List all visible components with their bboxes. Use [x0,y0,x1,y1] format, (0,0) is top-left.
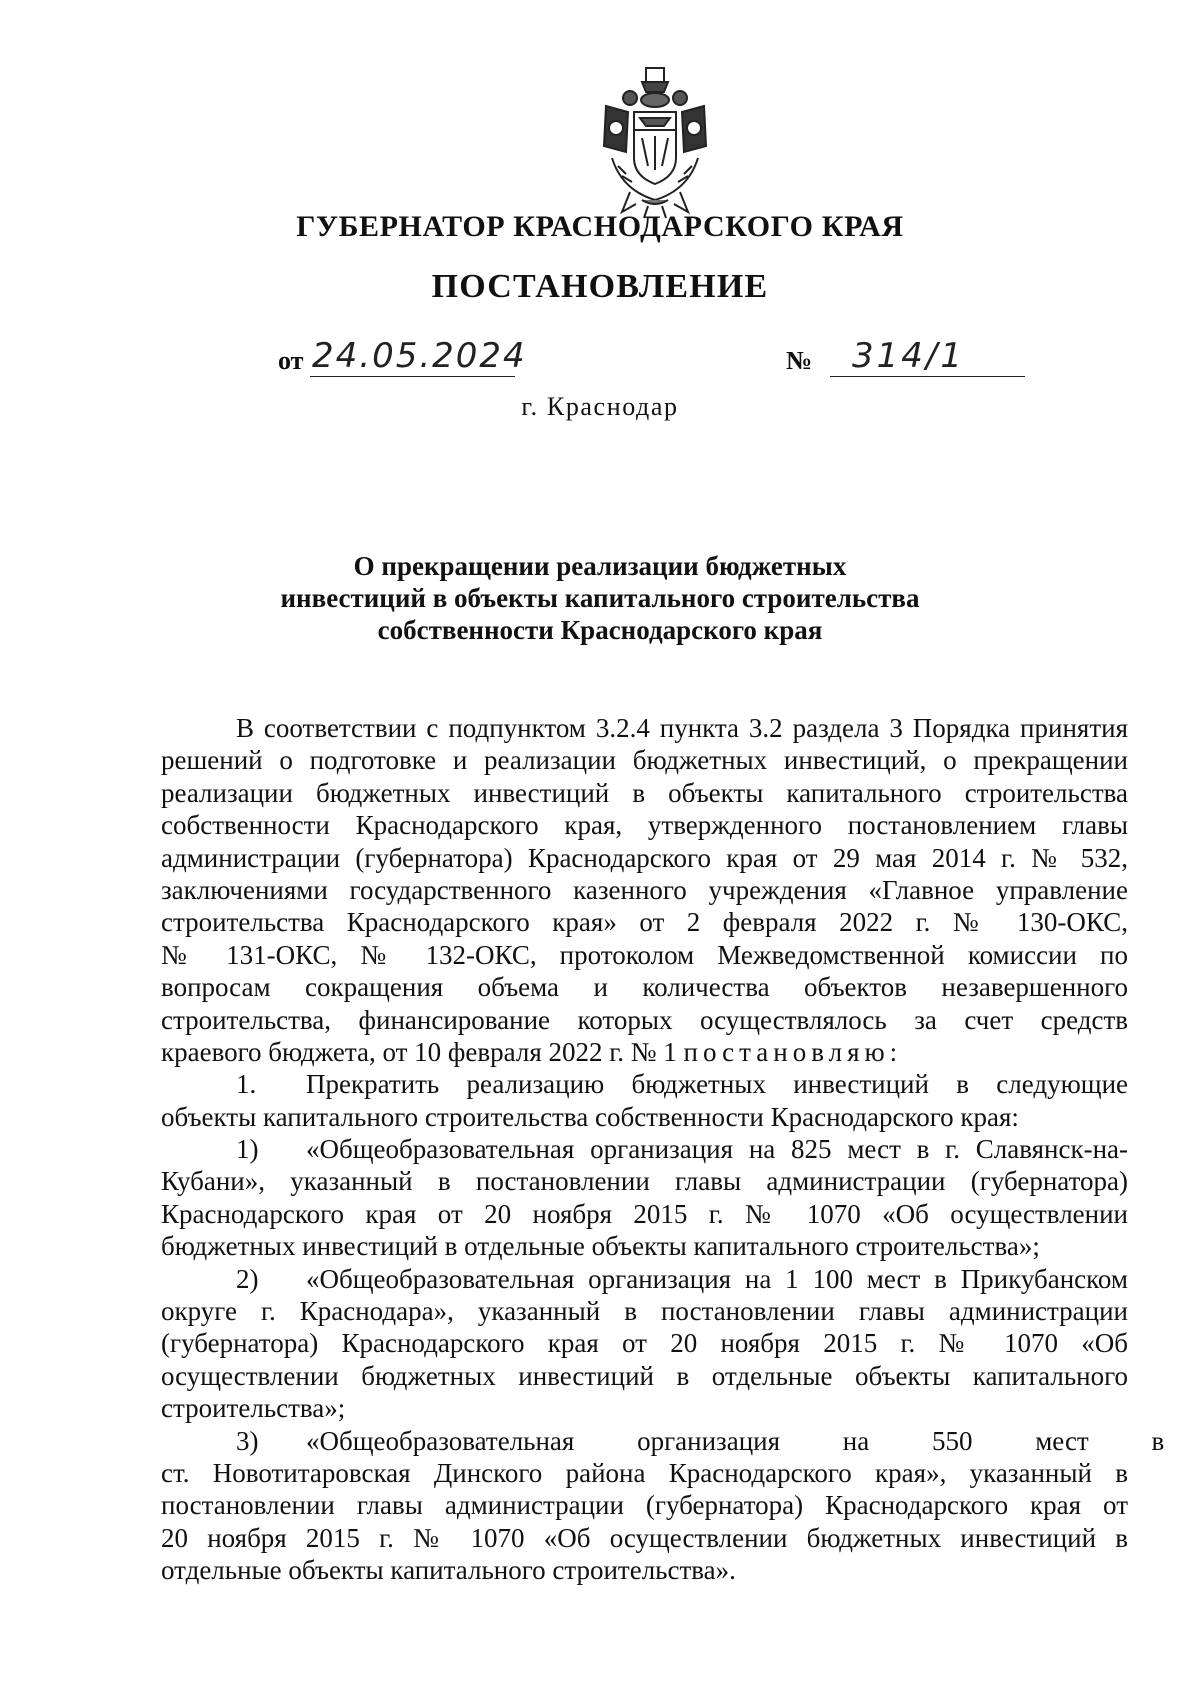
item-number: 3) [236,1425,259,1456]
point-1-line [161,1068,1128,1100]
title-line: О прекращении реализации бюджетных [353,551,847,581]
body-line: объекты капитального строительства собственности Краснодарского края: [161,1101,1019,1132]
title-line: инвестиций в объекты капитального строительства [280,583,920,613]
body-line: округе г. Краснодара», указанный в постановлении главы администрации [161,1296,1128,1327]
item-number: 2) [236,1263,259,1294]
date-value: 24.05.2024 [312,336,527,376]
body-line: реализации бюджетных инвестиций в объекты капитального строительства [161,777,1128,808]
coat-of-arms-icon [592,62,718,220]
body-line: (губернатора) Краснодарского края от 20 ноября 2015 г. № 1070 «Об [161,1328,1128,1359]
document-title [0,550,1200,646]
body-line: строительства, финансирование которых осуществлялось за счет средств [161,1004,1128,1035]
body-line: 20 ноября 2015 г. № 1070 «Об осуществлении бюджетных инвестиций в [161,1522,1128,1553]
body-line: ст. Новотитаровская Динского района Краснодарского края», указанный в [161,1457,1128,1488]
item-1-first-line [161,1133,1128,1165]
body-line: Краснодарского края от 20 ноября 2015 г. № 1070 «Об осуществлении [161,1198,1128,1229]
item-text: «Общеобразовательная организация на 550 мест в [306,1425,1165,1456]
body-line: осуществлении бюджетных инвестиций в отдельные объекты капитального [161,1360,1128,1391]
item-text: «Общеобразовательная организация на 1 100 мест в Прикубанском [306,1263,1128,1294]
document-type-heading: ПОСТАНОВЛЕНИЕ [431,268,769,305]
body-line: строительства»; [161,1393,346,1424]
body-line: отдельные объекты капитального строительства». [161,1555,736,1586]
body-line: Кубани», указанный в постановлении главы администрации (губернатора) [161,1166,1128,1197]
organization-heading: ГУБЕРНАТОР КРАСНОДАРСКОГО КРАЯ [296,210,904,243]
item-3-first-line [161,1425,1165,1457]
number-label: № [786,346,813,375]
decree-word: постановляю: [683,1036,903,1067]
date-underline [310,376,515,377]
body-line: заключениями государственного казенного учреждения «Главное управление [161,874,1128,905]
date-number-row [0,336,1200,382]
number-value: 314/1 [852,336,965,376]
item-2-first-line [161,1263,1128,1295]
document-body [161,712,1165,1587]
body-line: строительства Краснодарского края» от 2 февраля 2022 г. № 130-ОКС, [161,907,1128,938]
item-number: 1) [236,1134,259,1165]
title-line: собственности Краснодарского края [377,615,823,645]
point-number: 1. [236,1069,257,1100]
body-line: собственности Краснодарского края, утвержденного постановлением главы [161,810,1128,841]
preamble-last-text: краевого бюджета, от 10 февраля 2022 г. № 1 [161,1036,677,1067]
number-underline [830,376,1025,377]
item-text: «Общеобразовательная организация на 825 мест в г. Славянск-на- [306,1134,1128,1165]
city-label: г. Краснодар [521,392,679,421]
body-line: вопросам сокращения объема и количества объектов незавершенного [161,972,1128,1003]
body-line: бюджетных инвестиций в отдельные объекты капитального строительства»; [161,1231,1040,1262]
date-label: от [278,346,304,375]
body-line: № 131-ОКС, № 132-ОКС, протоколом Межведомственной комиссии по [161,939,1128,970]
point-1-text: Прекратить реализацию бюджетных инвестиций в следующие [306,1069,1128,1100]
body-line: администрации (губернатора) Краснодарского края от 29 мая 2014 г. № 532, [161,842,1128,873]
body-line: решений о подготовке и реализации бюджетных инвестиций, о прекращении [161,745,1128,776]
body-line: постановлении главы администрации (губернатора) Краснодарского края от [161,1490,1128,1521]
body-line: В соответствии с подпунктом 3.2.4 пункта 3.2 раздела 3 Порядка принятия [236,713,1128,743]
body-line [161,1036,1128,1068]
